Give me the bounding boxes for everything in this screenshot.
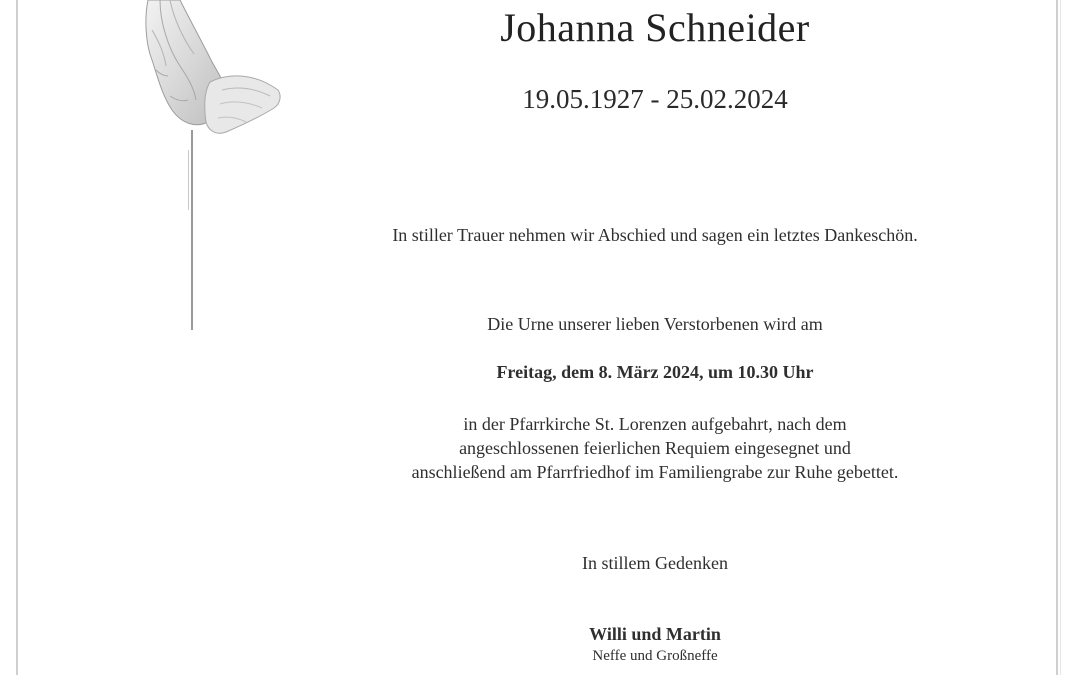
life-dates: 19.05.1927 - 25.02.2024 bbox=[522, 84, 788, 114]
service-details-line-3: anschließend am Pfarrfriedhof im Familiengrabe zur Ruhe gebettet. bbox=[411, 462, 899, 482]
deceased-name: Johanna Schneider bbox=[500, 5, 810, 50]
service-details-line-1: in der Pfarrkirche St. Lorenzen aufgebahrt, nach dem bbox=[463, 414, 847, 434]
remembrance-text: In stillem Gedenken bbox=[582, 553, 728, 573]
frame-border-right bbox=[1056, 0, 1058, 675]
farewell-text: In stiller Trauer nehmen wir Abschied und sagen ein letztes Dankeschön. bbox=[392, 225, 918, 245]
mourners-relation: Neffe und Großneffe bbox=[592, 648, 718, 664]
praying-hands-icon bbox=[130, 0, 290, 335]
service-date-time: Freitag, dem 8. März 2024, um 10.30 Uhr bbox=[496, 362, 814, 382]
service-details-line-2: angeschlossenen feierlichen Requiem eingesegnet und bbox=[459, 438, 851, 458]
frame-border-left bbox=[16, 0, 18, 675]
mourners-names: Willi und Martin bbox=[589, 624, 721, 644]
frame-border-right-inner bbox=[1060, 0, 1061, 675]
urn-intro-text: Die Urne unserer lieben Verstorbenen wird am bbox=[487, 314, 823, 334]
obituary-content bbox=[330, 0, 980, 675]
